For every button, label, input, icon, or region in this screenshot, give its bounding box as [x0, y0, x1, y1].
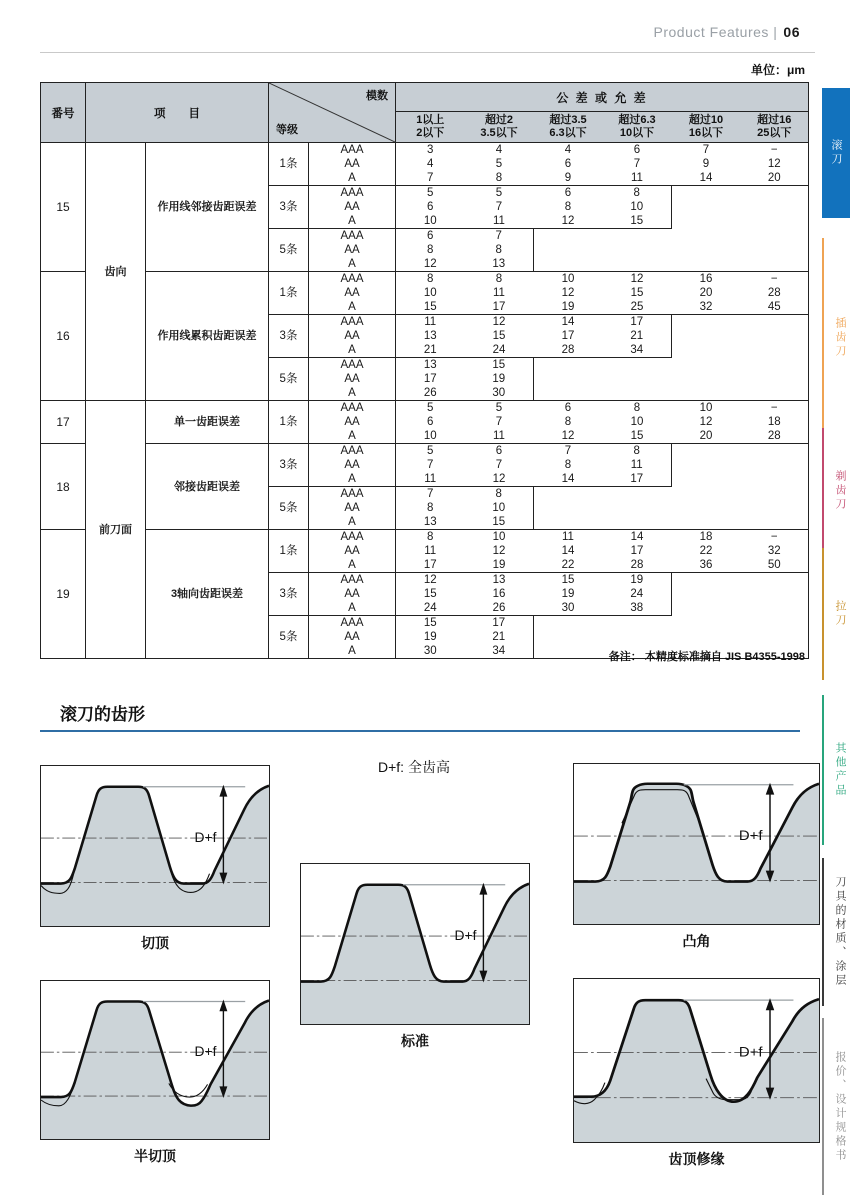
- item-cell: 作用线累积齿距误差: [146, 272, 269, 401]
- value-cell: 7 8 13: [465, 229, 534, 272]
- value-cell: 8 10 15: [396, 272, 465, 315]
- diagram-label: 半切顶: [134, 1148, 176, 1164]
- diagram-label: 切顶: [141, 935, 169, 951]
- item-cell: 3轴向齿距误差: [146, 530, 269, 659]
- grades-cell: AAA AA A: [309, 401, 396, 444]
- grades-cell: AAA AA A: [309, 487, 396, 530]
- sidebar-tab-label: 插齿刀: [834, 317, 846, 359]
- value-cell: 7 8 13: [396, 487, 465, 530]
- diagram-label: 凸角: [682, 933, 711, 949]
- value-cell: 15 19 30: [534, 573, 603, 616]
- range-header-2: 超过2 3.5以下: [465, 112, 534, 143]
- value-cell: 4 6 9: [564, 144, 572, 184]
- value-cell: 17 21 34: [465, 616, 534, 659]
- full-depth-formula-label: D+f: 全齿高: [378, 759, 450, 775]
- range-header-5: 超过10 16以下: [672, 112, 741, 143]
- grades-cell: AAA AA A: [309, 315, 396, 358]
- value-cell: 12 15 25: [603, 272, 672, 315]
- sidebar-tab-rail: [822, 1018, 824, 1195]
- grades-cell: AAA AA A: [309, 272, 396, 315]
- empty-cell: [672, 487, 809, 530]
- diagram-label: 齿顶修缘: [668, 1151, 725, 1167]
- row-number-cell: 17: [41, 401, 86, 444]
- empty-cell: [672, 573, 809, 616]
- threads-cell: 3条: [269, 315, 309, 358]
- range-header-6: 超过16 25以下: [741, 112, 809, 143]
- sidebar-tab-5[interactable]: [822, 695, 850, 845]
- unit-label: 单位：μm: [750, 63, 805, 77]
- value-cell: 15 19 30: [396, 616, 465, 659]
- value-cell: 7 9 14: [699, 144, 713, 184]
- value-cell: − 28 45: [741, 272, 809, 315]
- grade-label: 等级: [276, 124, 298, 136]
- value-cell: 5 7 11: [465, 401, 534, 444]
- value-cell: 14 17 28: [534, 315, 603, 358]
- value-cell: 16 20 32: [672, 272, 741, 315]
- sidebar: [822, 0, 850, 1201]
- value-cell: 8 10 15: [603, 186, 672, 229]
- row-number-cell: 19: [41, 530, 86, 659]
- item-cell: 作用线邻接齿距误差: [146, 143, 269, 272]
- value-cell: 8 11 17: [396, 530, 465, 573]
- dim-label: D+f: [738, 1044, 763, 1061]
- sidebar-tab-rail: [822, 428, 824, 553]
- sidebar-tab-rail: [822, 548, 824, 680]
- row-number-cell: 16: [41, 272, 86, 401]
- sidebar-tab-rail: [822, 858, 824, 1006]
- value-cell: 14 17 28: [603, 530, 672, 573]
- page-number: 06: [783, 24, 800, 40]
- item-cell: 单一齿距误差: [146, 401, 269, 444]
- page-header: [654, 24, 801, 40]
- grades-cell: AAA AA A: [309, 444, 396, 487]
- threads-cell: 1条: [269, 143, 309, 186]
- empty-cell: [672, 315, 809, 358]
- value-cell: 18 22 36: [672, 530, 741, 573]
- value-cell: 5 6 10: [396, 186, 465, 229]
- threads-cell: 1条: [269, 401, 309, 444]
- value-cell: 11 14 22: [534, 530, 603, 573]
- value-cell: 6 7 12: [465, 444, 534, 487]
- sidebar-tab-4[interactable]: [822, 548, 850, 680]
- value-cell: − 12 20: [767, 144, 781, 184]
- value-cell: − 32 50: [741, 530, 809, 573]
- sidebar-tab-label: 刀具的材质、涂层: [834, 876, 846, 988]
- tooth-profile-diagram-semitopping: [40, 980, 270, 1140]
- precision-table: [40, 82, 809, 659]
- threads-cell: 5条: [269, 229, 309, 272]
- threads-cell: 1条: [269, 272, 309, 315]
- item-cell: 邻接齿距误差: [146, 444, 269, 530]
- section-title: 滚刀的齿形: [60, 705, 145, 724]
- value-cell: 5 7 11: [396, 444, 465, 487]
- module-label: 模数: [366, 90, 388, 102]
- diagram-label: 标准: [401, 1033, 429, 1049]
- sidebar-tab-label: 报价、设计规格书: [834, 1050, 846, 1163]
- range-header-3: 超过3.5 6.3以下: [534, 112, 603, 143]
- value-cell: 7 8 14: [534, 444, 603, 487]
- empty-cell: [534, 229, 672, 272]
- grades-cell: AAA AA A: [309, 186, 396, 229]
- profile-drawing: [41, 981, 269, 1139]
- empty-cell: [672, 444, 809, 487]
- grades-cell: AAA AA A: [309, 573, 396, 616]
- value-cell: 4 5 8: [495, 144, 503, 184]
- value-cell: 10 12 20: [672, 401, 741, 444]
- value-cell: 5 6 10: [396, 401, 465, 444]
- empty-cell: [534, 487, 672, 530]
- empty-cell: [534, 358, 672, 401]
- grades-cell: AAA AA A: [309, 358, 396, 401]
- value-cell: 8 10 15: [603, 401, 672, 444]
- sidebar-tab-label: 拉刀: [834, 600, 846, 628]
- value-cell: 15 19 30: [465, 358, 534, 401]
- value-cell: 8 11 17: [465, 272, 534, 315]
- value-cell: 6 8 12: [396, 229, 465, 272]
- value-cell: 10 12 19: [534, 272, 603, 315]
- sidebar-tab-3[interactable]: [822, 428, 850, 553]
- table-row: [41, 143, 809, 186]
- range-header-4: 超过6.3 10以下: [603, 112, 672, 143]
- grades-cell: AAA AA A: [309, 143, 396, 186]
- sidebar-tab-rail: [822, 695, 824, 845]
- threads-cell: 5条: [269, 358, 309, 401]
- value-cell: 13 16 26: [465, 573, 534, 616]
- col-header-item: 项 目: [86, 83, 269, 143]
- row-number-cell: 18: [41, 444, 86, 530]
- dim-label: D+f: [194, 1044, 217, 1060]
- table-note: 备注： 本精度标准摘自 JIS B4355-1998: [608, 651, 805, 663]
- sidebar-tab-1[interactable]: [822, 88, 850, 218]
- profile-drawing: [41, 766, 269, 926]
- value-cell: 8 11 17: [603, 444, 672, 487]
- tooth-profile-diagram-tiprounding: [573, 978, 820, 1143]
- dim-label: D+f: [194, 829, 217, 846]
- table-row: [41, 530, 809, 573]
- value-cell: 3 4 7: [427, 144, 434, 184]
- row-number-cell: 15: [41, 143, 86, 272]
- value-cell: 11 13 21: [396, 315, 465, 358]
- profile-drawing: [574, 979, 819, 1142]
- value-cell: 19 24 38: [603, 573, 672, 616]
- tooth-profile-diagram-topping: [40, 765, 270, 927]
- tooth-profile-diagram-protuberance: [573, 763, 820, 925]
- sidebar-tab-label: 剃齿刀: [834, 469, 846, 512]
- sidebar-tab-label: 滚刀: [830, 139, 842, 167]
- value-cell: 8 10 15: [465, 487, 534, 530]
- threads-cell: 5条: [269, 487, 309, 530]
- tooth-profile-diagram-standard: [300, 863, 530, 1025]
- grades-cell: AAA AA A: [309, 229, 396, 272]
- sidebar-tab-rail: [822, 238, 824, 438]
- sidebar-tab-2[interactable]: [822, 238, 850, 438]
- threads-cell: 5条: [269, 616, 309, 659]
- value-cell: 12 15 24: [396, 573, 465, 616]
- section-title-rule: [40, 730, 800, 732]
- dim-label: D+f: [738, 828, 763, 844]
- value-cell: 6 8 12: [534, 186, 603, 229]
- value-cell: 10 12 19: [465, 530, 534, 573]
- page-header-label: Product Features |: [653, 24, 778, 40]
- table-row: [41, 272, 809, 315]
- col-header-grade-module: [269, 83, 396, 143]
- profile-drawing: [574, 764, 819, 924]
- value-cell: 13 17 26: [396, 358, 465, 401]
- col-header-tolerance: 公 差 或 允 差: [396, 83, 809, 112]
- empty-cell: [672, 358, 809, 401]
- header-rule: [40, 52, 815, 53]
- value-cell: 6 8 12: [534, 401, 603, 444]
- value-cell: 17 21 34: [603, 315, 672, 358]
- empty-cell: [672, 229, 809, 272]
- sidebar-tab-6[interactable]: [822, 858, 850, 1006]
- profile-drawing: [301, 864, 529, 1024]
- value-cell: 6 7 11: [631, 144, 643, 184]
- dim-label: D+f: [454, 927, 477, 944]
- value-cell: − 18 28: [741, 401, 809, 444]
- threads-cell: 3条: [269, 573, 309, 616]
- sidebar-tab-7[interactable]: [822, 1018, 850, 1195]
- category-cell: 前刀面: [86, 401, 146, 659]
- range-header-1: 1以上 2以下: [396, 112, 465, 143]
- table-row: [41, 401, 809, 444]
- category-cell: 齿向: [86, 143, 146, 401]
- grades-cell: AAA AA A: [309, 616, 396, 659]
- sidebar-tab-label: 其他产品: [834, 742, 846, 798]
- threads-cell: 1条: [269, 530, 309, 573]
- threads-cell: 3条: [269, 186, 309, 229]
- table-row: [41, 444, 809, 487]
- value-cell: 5 7 11: [465, 186, 534, 229]
- col-header-number: 番号: [41, 83, 86, 143]
- threads-cell: 3条: [269, 444, 309, 487]
- value-cell: 12 15 24: [465, 315, 534, 358]
- grades-cell: AAA AA A: [309, 530, 396, 573]
- empty-cell: [672, 186, 809, 229]
